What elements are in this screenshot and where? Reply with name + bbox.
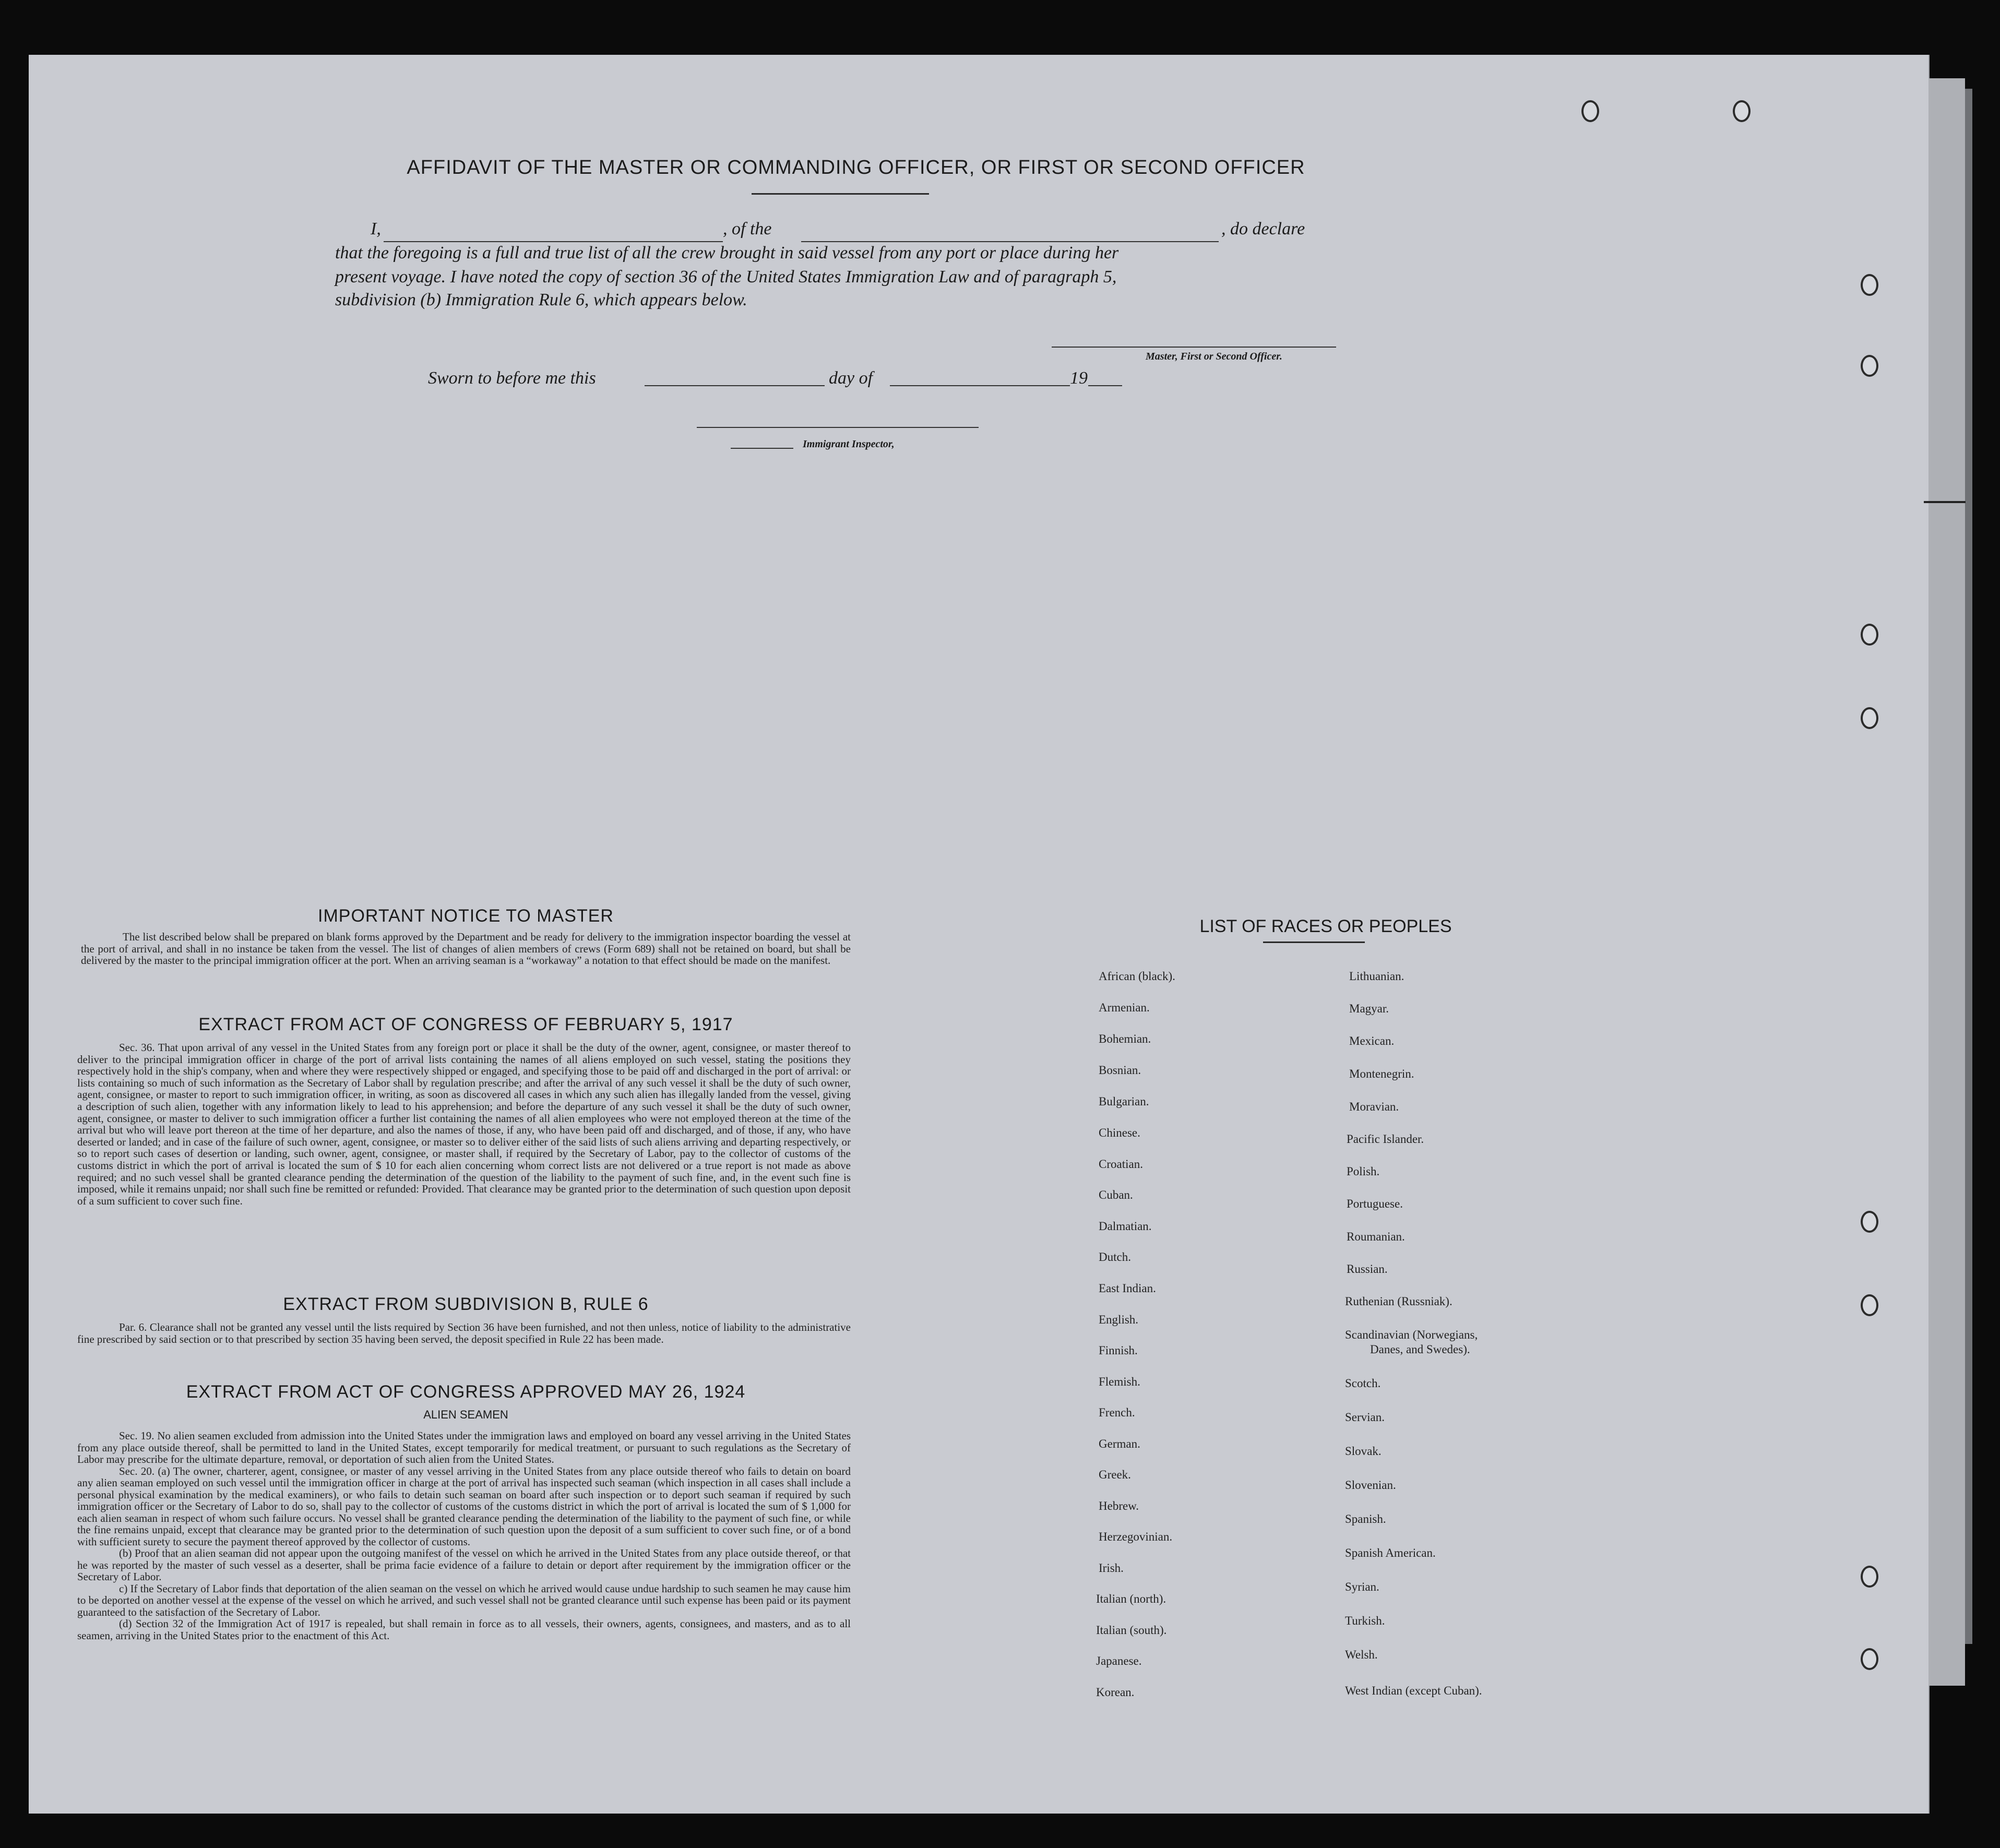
race-item: Flemish. [1099,1375,1140,1388]
extract-1924-sec20c: c) If the Secretary of Labor finds that deportation of the alien seaman on the vessel on which he arrived would cause undue hardship to such seamen he may cause him to be deported on another vessel at the expense of the vessel on which he arrived, and such vessel shall not be granted clearance until such expense has been paid or its payment guaranteed to the satisfaction of the Secretary of Labor. [77,1582,851,1618]
binder-hole-icon [1861,624,1878,646]
race-item: Welsh. [1345,1648,1378,1661]
notice-text [81,931,851,967]
affidavit-do-declare: , do declare [1221,219,1305,239]
extract-1924-sec20b: (b) Proof that an alien seaman did not appear upon the outgoing manifest of the vessel on which he arrived in the United States from any place outside thereof, or that he was reported by the master of such vessel as a deserter, shall be prima facie evidence of a failure to detain or deport after requirement by the immigration officer or the Secretary of Labor. [77,1547,851,1583]
race-item: Lithuanian. [1349,970,1404,983]
edge-divider [1924,501,1966,503]
race-item: Slovak. [1345,1445,1382,1458]
day-of-label: day of [829,368,873,388]
race-item: Italian (south). [1096,1624,1167,1637]
sworn-month-line [890,385,1070,386]
sworn-day-line [645,385,825,386]
race-item: Bosnian. [1099,1064,1141,1077]
race-item: Hebrew. [1099,1499,1139,1512]
extract-1924-sec20d: (d) Section 32 of the Immigration Act of 1917 is repealed, but shall remain in force as to all vessels, their owners, agents, consignees, and masters, and as to all seamen, arriving in the United States prior to the enactment of this Act. [77,1617,851,1642]
race-item: Japanese. [1096,1654,1142,1667]
race-item: German. [1099,1437,1140,1450]
affidavit-i-label: I, [371,219,381,239]
page-edge-strip [1928,78,1965,1686]
affidavit-line-2: that the foregoing is a full and true list of all the crew brought in said vessel from any port or place during her [335,243,1119,263]
race-item: Danes, and Swedes). [1370,1343,1470,1356]
affidavit-line-4: subdivision (b) Immigration Rule 6, which appears below. [335,290,747,309]
race-item: East Indian. [1099,1282,1156,1295]
race-item: Turkish. [1345,1614,1385,1627]
race-item: Portuguese. [1347,1197,1403,1210]
race-item: Greek. [1099,1468,1131,1481]
affidavit-of-the: , of the [723,219,772,239]
year-label: 19 [1070,368,1088,388]
race-item: Croatian. [1099,1158,1143,1171]
binder-hole-icon [1861,1294,1878,1316]
race-item: Korean. [1096,1686,1135,1699]
race-item: Moravian. [1349,1100,1399,1113]
race-item: Roumanian. [1347,1230,1405,1243]
race-item: Italian (north). [1096,1592,1166,1605]
race-item: English. [1099,1313,1139,1326]
races-title-rule [1263,941,1365,943]
master-signature-label: Master, First or Second Officer. [1146,351,1282,362]
race-item: Servian. [1345,1411,1385,1424]
inspector-signature-line [697,427,979,428]
race-item: Dutch. [1099,1250,1131,1263]
race-item: French. [1099,1406,1135,1419]
race-item: Montenegrin. [1349,1067,1414,1080]
extract-1924-subtitle: ALIEN SEAMEN [423,1408,508,1421]
binder-hole-icon [1861,274,1878,296]
races-title: LIST OF RACES OR PEOPLES [1199,916,1452,936]
binder-hole-icon [1581,100,1599,122]
race-item: Slovenian. [1345,1479,1396,1492]
race-item: Bulgarian. [1099,1095,1149,1108]
extract-rule6-title: EXTRACT FROM SUBDIVISION B, RULE 6 [283,1294,649,1314]
binder-hole-icon [1733,100,1751,122]
race-item: Mexican. [1349,1034,1395,1047]
race-item: Spanish. [1345,1512,1386,1525]
name-blank-line [384,241,723,242]
race-item: Armenian. [1099,1001,1150,1014]
race-item: Magyar. [1349,1002,1389,1015]
race-item: Dalmatian. [1099,1220,1152,1233]
extract-1917-title: EXTRACT FROM ACT OF CONGRESS OF FEBRUARY 5, 1917 [198,1015,733,1034]
binder-hole-icon [1861,1566,1878,1588]
inspector-label: Immigrant Inspector, [803,438,895,450]
race-item: Scotch. [1345,1377,1381,1390]
race-item: Syrian. [1345,1580,1379,1593]
extract-rule6-text [77,1321,851,1345]
race-item: African (black). [1099,970,1175,983]
binder-hole-icon [1861,355,1878,377]
extract-rule6-paragraph: Par. 6. Clearance shall not be granted any vessel until the lists required by Section 36 have been furnished, and not then unless, notice of liability to the administrative fine prescribed by said section or to that prescribed by section 35 having been served, the deposit specified in Rule 22 has been made. [77,1321,851,1345]
race-item: Scandinavian (Norwegians, [1345,1328,1478,1341]
race-item: Polish. [1347,1165,1380,1178]
extract-1924-text [77,1430,851,1641]
extract-1917-text [77,1042,851,1207]
page-edge-shadow [1965,89,1972,1644]
binder-hole-icon [1861,707,1878,729]
affidavit-line-3: present voyage. I have noted the copy of section 36 of the United States Immigration Law and of paragraph 5, [335,267,1117,287]
extract-1917-paragraph: Sec. 36. That upon arrival of any vessel in the United States from any foreign port or place it shall be the duty of the owner, agent, consignee, or master thereof to deliver to the principal immigration officer in charge of the port of arrival lists containing the names of all aliens employed on such vessel, stating the positions they respectively hold in the ship's company, when and where they were respectively shipped or engaged, and specifying those to be paid off and discharged in the port of arrival: or lists containing so much of such information as the Secretary of Labor shall by regulation prescribe; and after the arrival of any such vessel it shall be the duty of such owner, agent, consignee, or master to report to such immigration officer, in writing, as soon as discovered all cases in which any such alien has illegally landed from the vessel, giving a description of such alien, together with any information likely to lead to his apprehension; and before the departure of any such vessel it shall be the duty of such owner, agent, consignee, or master to deliver to such immigration officer a further list containing the names of all alien employees who were not employed thereon at the time of the arrival but who will leave port thereon at the time of her departure, and also the names of those, if any, who have been paid off and discharged, and of those, if any, who have deserted or landed; and in case of the failure of such owner, agent, consignee, or master so to deliver either of the said lists of such aliens arriving and departing respectively, or so to report such cases of desertion or landing, such owner, agent, consignee, or master shall, if required by the Secretary of Labor, pay to the collector of customs of the customs district in which the port of arrival is located the sum of $ 10 for each alien concerning whom correct lists are not delivered or a true report is not made as above required; and no such vessel shall be granted clearance pending the determination of the question of the liability to the payment of such fine, and, in the event such fine is imposed, while it remains unpaid; nor shall such fine be remitted or refunded: Provided. That clearance may be granted prior to the determination of such question upon deposit of a sum sufficient to cover such fine. [77,1041,851,1207]
race-item: Pacific Islander. [1347,1132,1424,1146]
extract-1924-title: EXTRACT FROM ACT OF CONGRESS APPROVED MAY 26, 1924 [186,1382,746,1402]
race-item: Spanish American. [1345,1546,1436,1559]
notice-paragraph: The list described below shall be prepared on blank forms approved by the Department and be ready for delivery to the immigration inspector boarding the vessel at the port of arrival, and shall in no instance be taken from the vessel. The list of changes of alien members of crews (Form 689) shall not be retained on board, but shall be delivered by the master to the principal immigration officer at the port. When an arriving seaman is a “workaway” a notation to that effect should be made on the manifest. [81,931,851,967]
signature-line [1052,347,1336,348]
race-item: Irish. [1099,1561,1124,1575]
notice-title: IMPORTANT NOTICE TO MASTER [318,906,614,926]
title-rule [752,193,929,195]
race-item: Cuban. [1099,1188,1133,1201]
binder-hole-icon [1861,1211,1878,1233]
race-item: Russian. [1347,1262,1388,1275]
vessel-blank-line [801,241,1219,242]
race-item: West Indian (except Cuban). [1345,1684,1482,1697]
inspector-short-line [731,448,793,449]
race-item: Bohemian. [1099,1032,1151,1045]
race-item: Finnish. [1099,1344,1138,1357]
extract-1924-sec19: Sec. 19. No alien seamen excluded from admission into the United States under the immigration laws and employed on board any vessel arriving in the United States from any place outside thereof, shall be permitted to land in the United States, except temporarily for medical treatment, or pursuant to such regulations as the Secretary of Labor may prescribe for the ultimate departure, removal, or deportation of such alien from the United States. [77,1429,851,1465]
race-item: Herzegovinian. [1099,1530,1173,1543]
affidavit-title: AFFIDAVIT OF THE MASTER OR COMMANDING OFFICER, OR FIRST OR SECOND OFFICER [407,157,1305,178]
race-item: Ruthenian (Russniak). [1345,1295,1453,1308]
sworn-label: Sworn to before me this [428,368,596,388]
year-line [1088,385,1122,386]
binder-hole-icon [1861,1648,1878,1670]
race-item: Chinese. [1099,1126,1140,1139]
extract-1924-sec20a: Sec. 20. (a) The owner, charterer, agent, consignee, or master of any vessel arriving in the United States from any place outside thereof who fails to detain on board any alien seaman employed on such vessel until the immigration officer in charge at the port of arrival has inspected such seaman (which inspection in all cases shall include a personal physical examination by the medical examiners), or who fails to detain such seaman on board after such inspection or to deport such seaman if required by such immigration officer or the Secretary of Labor to do so, shall pay to the collector of customs of the customs district in which the port of arrival is located the sum of $ 1,000 for each alien seaman in respect of whom such failure occurs. No vessel shall be granted clearance pending the determination of the liability to the payment of such fine, or while the fine remains unpaid, except that clearance may be granted prior to the determination of such question upon the deposit of a sum sufficient to cover such fine, or of a bond with sufficient surety to secure the payment thereof approved by the collector of customs. [77,1464,851,1548]
